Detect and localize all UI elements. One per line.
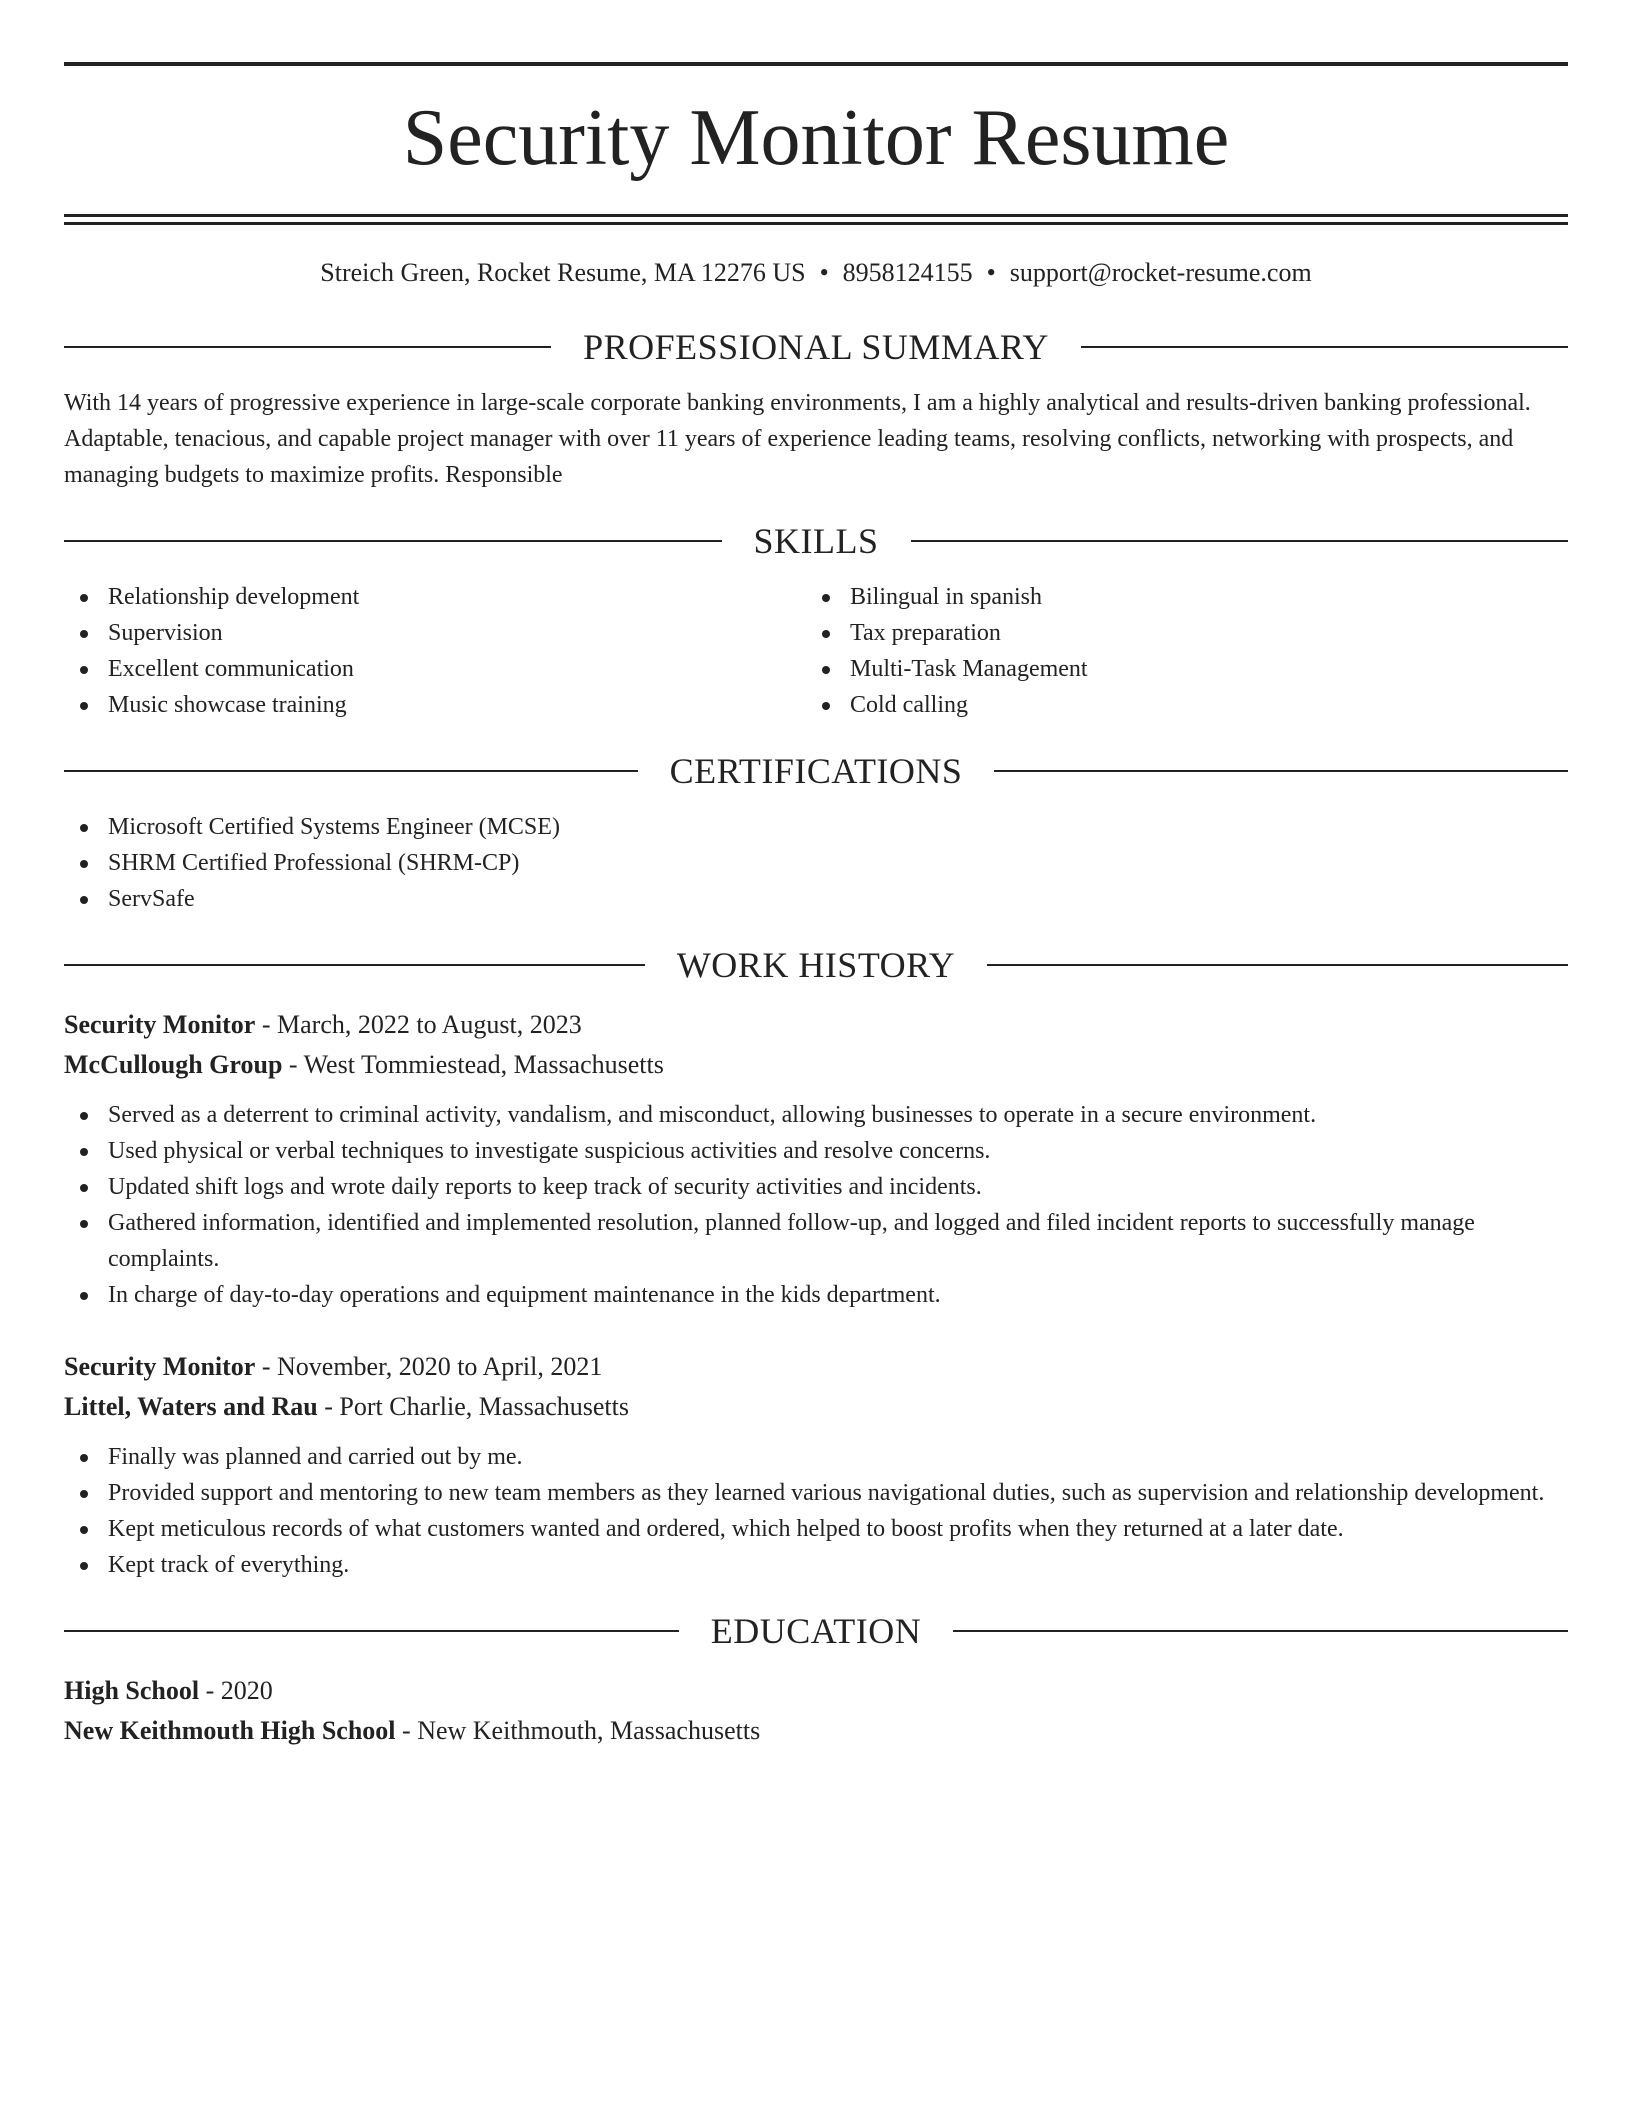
heading-rule-right	[987, 964, 1568, 966]
skills-heading-label: SKILLS	[753, 521, 879, 561]
job-title: Security Monitor	[64, 1352, 256, 1381]
contact-separator: •	[819, 258, 829, 287]
top-rule	[64, 62, 1568, 66]
summary-text: With 14 years of progressive experience in large-scale corporate banking environments, I am a highly analytical and results-driven banking professional. Adaptable, tenacious, and capable project manager with over 11 years of experience leading teams, resolving conflicts, networking with prospects, and managing budgets to maximize profits. Responsible	[64, 390, 1531, 488]
skill-item: Relationship development	[64, 579, 806, 615]
contact-line	[64, 255, 1568, 291]
resume-page	[64, 62, 1568, 1751]
education-location: - New Keithmouth, Massachusetts	[402, 1716, 761, 1745]
job-dates: - March, 2022 to August, 2023	[261, 1010, 582, 1039]
education-entry	[64, 1671, 1568, 1751]
job-title-line	[64, 1005, 1568, 1045]
certifications-heading-label: CERTIFICATIONS	[669, 751, 963, 791]
certifications-list	[64, 809, 1568, 917]
heading-rule-left	[64, 540, 722, 542]
skill-item: Supervision	[64, 615, 806, 651]
contact-address: Streich Green, Rocket Resume, MA 12276 US	[320, 258, 806, 287]
heading-rule-right	[994, 770, 1568, 772]
summary-heading	[64, 325, 1568, 369]
job-bullets	[64, 1439, 1568, 1583]
certification-item: ServSafe	[64, 881, 1568, 917]
job-bullet: Updated shift logs and wrote daily reports to keep track of security activities and incidents.	[64, 1169, 1568, 1205]
work-history-heading-label: WORK HISTORY	[676, 945, 956, 985]
job-title: Security Monitor	[64, 1010, 256, 1039]
job-bullet: Served as a deterrent to criminal activity, vandalism, and misconduct, allowing businesses to operate in a secure environment.	[64, 1097, 1568, 1133]
resume-title: Security Monitor Resume	[402, 94, 1230, 182]
job-company-line	[64, 1045, 1568, 1085]
certification-item: SHRM Certified Professional (SHRM-CP)	[64, 845, 1568, 881]
job-bullets	[64, 1097, 1568, 1313]
skills-list-left	[64, 579, 806, 723]
job-bullet: Used physical or verbal techniques to investigate suspicious activities and resolve concerns.	[64, 1133, 1568, 1169]
job-location: - West Tommiestead, Massachusetts	[288, 1050, 664, 1079]
job-location: - Port Charlie, Massachusetts	[324, 1392, 629, 1421]
job-title-line	[64, 1347, 1568, 1387]
job-company-line	[64, 1387, 1568, 1427]
heading-rule-left	[64, 346, 551, 348]
job-company: McCullough Group	[64, 1050, 283, 1079]
education-heading-label: EDUCATION	[710, 1611, 922, 1651]
job-bullet: Kept track of everything.	[64, 1547, 1568, 1583]
heading-rule-left	[64, 964, 645, 966]
job-bullet: Kept meticulous records of what customers wanted and ordered, which helped to boost profits when they returned at a later date.	[64, 1511, 1568, 1547]
job-bullet: Gathered information, identified and implemented resolution, planned follow-up, and logged and filed incident reports to successfully manage complaints.	[64, 1205, 1568, 1277]
skill-item: Bilingual in spanish	[806, 579, 1548, 615]
certifications-heading	[64, 749, 1568, 793]
education-year: - 2020	[205, 1676, 273, 1705]
work-history-heading	[64, 943, 1568, 987]
education-heading	[64, 1609, 1568, 1653]
heading-rule-left	[64, 1630, 679, 1632]
heading-rule-right	[1081, 346, 1568, 348]
skill-item: Excellent communication	[64, 651, 806, 687]
contact-separator: •	[986, 258, 996, 287]
job-entry	[64, 1005, 1568, 1313]
education-school: New Keithmouth High School	[64, 1716, 396, 1745]
skills-grid	[64, 579, 1568, 723]
summary-heading-label: PROFESSIONAL SUMMARY	[583, 327, 1049, 367]
certification-item: Microsoft Certified Systems Engineer (MCSE)	[64, 809, 1568, 845]
heading-rule-right	[911, 540, 1569, 542]
job-dates: - November, 2020 to April, 2021	[261, 1352, 603, 1381]
job-entry	[64, 1347, 1568, 1583]
job-bullet: In charge of day-to-day operations and equipment maintenance in the kids department.	[64, 1277, 1568, 1313]
job-bullet: Provided support and mentoring to new team members as they learned various navigational duties, such as supervision and relationship development.	[64, 1475, 1568, 1511]
skills-heading	[64, 519, 1568, 563]
skill-item: Music showcase training	[64, 687, 806, 723]
heading-rule-right	[953, 1630, 1568, 1632]
title-double-rule	[64, 214, 1568, 225]
contact-email: support@rocket-resume.com	[1009, 258, 1312, 287]
job-company: Littel, Waters and Rau	[64, 1392, 318, 1421]
job-bullet: Finally was planned and carried out by me.	[64, 1439, 1568, 1475]
heading-rule-left	[64, 770, 638, 772]
education-school-line	[64, 1711, 1568, 1751]
contact-phone: 8958124155	[842, 258, 973, 287]
skills-list-right	[806, 579, 1548, 723]
skill-item: Cold calling	[806, 687, 1548, 723]
skill-item: Tax preparation	[806, 615, 1548, 651]
education-degree-line	[64, 1671, 1568, 1711]
skill-item: Multi-Task Management	[806, 651, 1548, 687]
education-degree: High School	[64, 1676, 200, 1705]
